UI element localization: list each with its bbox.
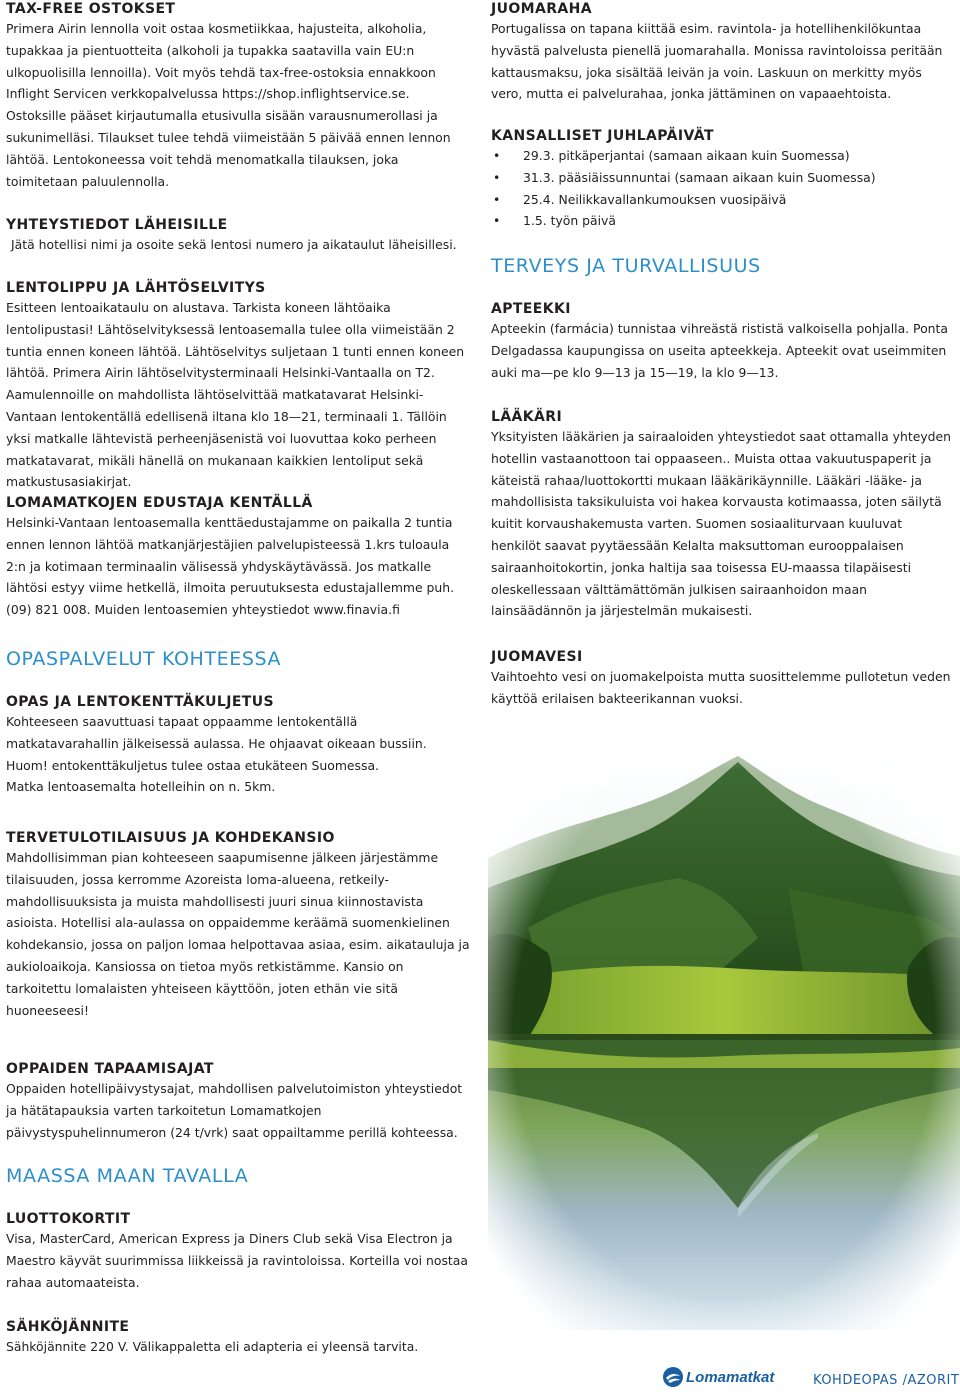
welcome-section	[6, 829, 470, 1021]
doctor-title: LÄÄKÄRI	[491, 409, 563, 425]
rep-section	[6, 494, 470, 621]
welcome-text: Mahdollisimman pian kohteeseen saapumisenne jälkeen järjestämme tilaisuuden, jossa kerromme Azoreista loma-alueena, retkeily-mahdollisuuksista ja muista mahdollisesti juuri sinua kiinnostavista asioista. Hotellisi ala-aulassa on oppaidemme keräämä suomenkielinen kohdekansio, jossa on paljon lomaa helpottavaa asiaa, esim. aikatauluja ja aukioloaikoja. Kansiossa on tietoa myös retkistämme. Kansio on tarkoitettu lomalaisten yhteiseen käyttöön, joten ethän vie sitä huoneeseesi!	[6, 850, 470, 1018]
transfer-text: Kohteeseen saavuttuasi tapaat oppaamme lentokentällä matkatavarahallin jälkeisessä aulassa. He ohjaavat oikeaan bussiin. Huom! entokenttäkuljetus tulee ostaa etukäteen Suomessa.	[6, 714, 427, 773]
taxfree-text: Primera Airin lennolla voit ostaa kosmetiikkaa, hajusteita, alkoholia, tupakkaa ja pientuotteita (alkoholi ja tupakka saatavilla vain EU:n ulkopuolisilla lennoilla). Voit myös tehdä tax-free-ostoksia ennakkoon Inflight Servicen verkkopalvelussa https://shop.inflightservice.se. Ostoksille pääset kirjautumalla etusivulla sisään varausnumerollasi ja sukunimelläsi. Tilaukset tulee tehdä viimeistään 5 päivää ennen lennon lähtöä. Lentokoneessa voit tehdä menomatkalla tilauksen, joka toimitetaan paluulennolla.	[6, 21, 451, 189]
tips-section	[491, 0, 953, 105]
ticket-text: Esitteen lentoaikataulu on alustava. Tarkista koneen lähtöaika lentolipustasi! Lähtöselvityksessä lentoasemalla tulee olla viimeistään 2 tuntia ennen koneen lähtöä. Lähtöselvitys suljetaan 1 tunti ennen koneen lähtöä. Primera Airin lähtöselvitysterminaali Helsinki-Vantaalla on T2. Aamulennoille on mahdollista lähtöselvittää matkatavarat Helsinki-Vantaan lentokentällä edellisenä iltana klo 18—21, terminaali 1. Tällöin yksi matkalle lähtevistä perheenjäsenistä voi luovuttaa koko perheen matkatavarat, mikäli hänellä on mukanaan kaikkien lentoliput sekä matkustusasiakirjat.	[6, 300, 465, 490]
cards-section	[6, 1210, 470, 1293]
water-section	[491, 648, 953, 710]
pharmacy-text: Apteekin (farmácia) tunnistaa vihreästä rististä valkoisella pohjalla. Ponta Delgadassa kaupungissa on useita apteekkeja. Apteekit ovat useimmiten auki ma—pe klo 9—13 ja 15—19, la klo 9—13.	[491, 321, 948, 380]
pharmacy-title: APTEEKKI	[491, 301, 571, 317]
taxfree-title: TAX-FREE OSTOKSET	[6, 1, 176, 17]
health-heading: TERVEYS JA TURVALLISUUS	[491, 255, 761, 277]
holidays-section	[491, 127, 953, 232]
hours-title: OPPAIDEN TAPAAMISAJAT	[6, 1061, 214, 1077]
country-heading: MAASSA MAAN TAVALLA	[6, 1165, 249, 1187]
rep-text: Helsinki-Vantaan lentoasemalla kenttäedustajamme on paikalla 2 tuntia ennen lennon lähtöä matkanjärjestäjien palvelupisteessä 1.krs tuloaula 2:n ja kotimaan terminaalin välisessä yhdyskäytävässä. Jos matkalle lähtösi estyy viime hetkellä, ilmoita peruutuksesta edustajallemme puh. (09) 821 008. Muiden lentoasemien yhteystiedot www.finavia.fi	[6, 515, 455, 618]
rep-title: LOMAMATKOJEN EDUSTAJA KENTÄLLÄ	[6, 495, 313, 511]
contacts-text: Jätä hotellisi nimi ja osoite sekä lentosi numero ja aikataulut läheisillesi.	[11, 237, 457, 252]
contacts-section	[6, 216, 470, 256]
voltage-section	[6, 1318, 470, 1358]
pharmacy-section	[491, 300, 953, 383]
list-item: • 1.5. työn päivä	[491, 210, 953, 232]
welcome-title: TERVETULOTILAISUUS JA KOHDEKANSIO	[6, 830, 335, 846]
cards-title: LUOTTOKORTIT	[6, 1211, 131, 1227]
ticket-section	[6, 279, 470, 493]
list-item: • 29.3. pitkäperjantai (samaan aikaan kuin Suomessa)	[491, 145, 953, 167]
transfer-text-2: Matka lentoasemalta hotelleihin on n. 5km.	[6, 779, 276, 795]
transfer-section	[6, 693, 470, 798]
logo-text: Lomamatkat	[686, 1369, 775, 1386]
hours-text: Oppaiden hotellipäivystysajat, mahdollisen palvelutoimiston yhteystiedot ja hätätapauksia varten tarkoitetun Lomamatkojen päivystyspuhelinnumeron (24 t/vrk) saat oppailtamme perillä kohteessa.	[6, 1081, 463, 1140]
guide-heading: OPASPALVELUT KOHTEESSA	[6, 648, 282, 670]
lomamatkat-logo	[662, 1365, 782, 1389]
hours-section	[6, 1060, 470, 1143]
taxfree-section	[6, 0, 470, 192]
tips-title: JUOMARAHA	[491, 1, 593, 17]
holidays-list	[491, 145, 953, 232]
voltage-title: SÄHKÖJÄNNITE	[6, 1319, 130, 1335]
ticket-title: LENTOLIPPU JA LÄHTÖSELVITYS	[6, 280, 266, 296]
list-item: • 31.3. pääsiäissunnuntai (samaan aikaan kuin Suomessa)	[491, 167, 953, 189]
list-item: • 25.4. Neilikkavallankumouksen vuosipäivä	[491, 189, 953, 211]
tips-text: Portugalissa on tapana kiittää esim. ravintola- ja hotellihenkilökuntaa hyvästä palvelusta pienellä juomarahalla. Monissa ravintoloissa peritään kattausmaksu, joka sisältää leivän ja voin. Laskuun on merkitty myös vero, mutta ei palvelurahaa, jonka jättäminen on vapaaehtoista.	[491, 21, 943, 102]
water-text: Vaihtoehto vesi on juomakelpoista mutta suosittelemme pullotetun veden käyttöä erilaisen bakteerikannan vuoksi.	[491, 669, 951, 706]
doctor-text: Yksityisten lääkärien ja sairaaloiden yhteystiedot saat ottamalla yhteyden hotellin vastaanottoon tai oppaaseen.. Muista ottaa vakuutuspaperit ja käteistä rahaa/luottokortti mukaan lääkärikäynnille. Lääkäri -lääke- ja mahdollisista taksikuluista voi hakea korvausta kotimaassa, joten säilytä kuitit korvaushakemusta varten. Suomen sosiaaliturvaan kuuluvat henkilöt saavat pyytäessään Kelalta maksuttoman eurooppalaisen sairaanhoitokortin, jonka haltija saa toisessa EU-maassa tilapäisesti oleskellessaan välttämättömän julkisen sairaanhoidon maan lainsäädännön ja järjestelmän mukaisesti.	[491, 429, 951, 619]
footer-guide-label: KOHDEOPAS /AZORIT	[813, 1373, 960, 1388]
cards-text: Visa, MasterCard, American Express ja Diners Club sekä Visa Electron ja Maestro käyvät suurimmissa liikkeissä ja ravintoloissa. Korteilla voi nostaa rahaa automaateista.	[6, 1231, 468, 1290]
transfer-title: OPAS JA LENTOKENTTÄKULJETUS	[6, 694, 275, 710]
water-title: JUOMAVESI	[491, 649, 583, 665]
contacts-title: YHTEYSTIEDOT LÄHEISILLE	[6, 217, 228, 233]
landscape-photo	[488, 738, 960, 1330]
doctor-section	[491, 408, 953, 622]
holidays-title: KANSALLISET JUHLAPÄIVÄT	[491, 128, 714, 144]
voltage-text: Sähköjännite 220 V. Välikappaletta eli adapteria ei yleensä tarvita.	[6, 1339, 419, 1354]
